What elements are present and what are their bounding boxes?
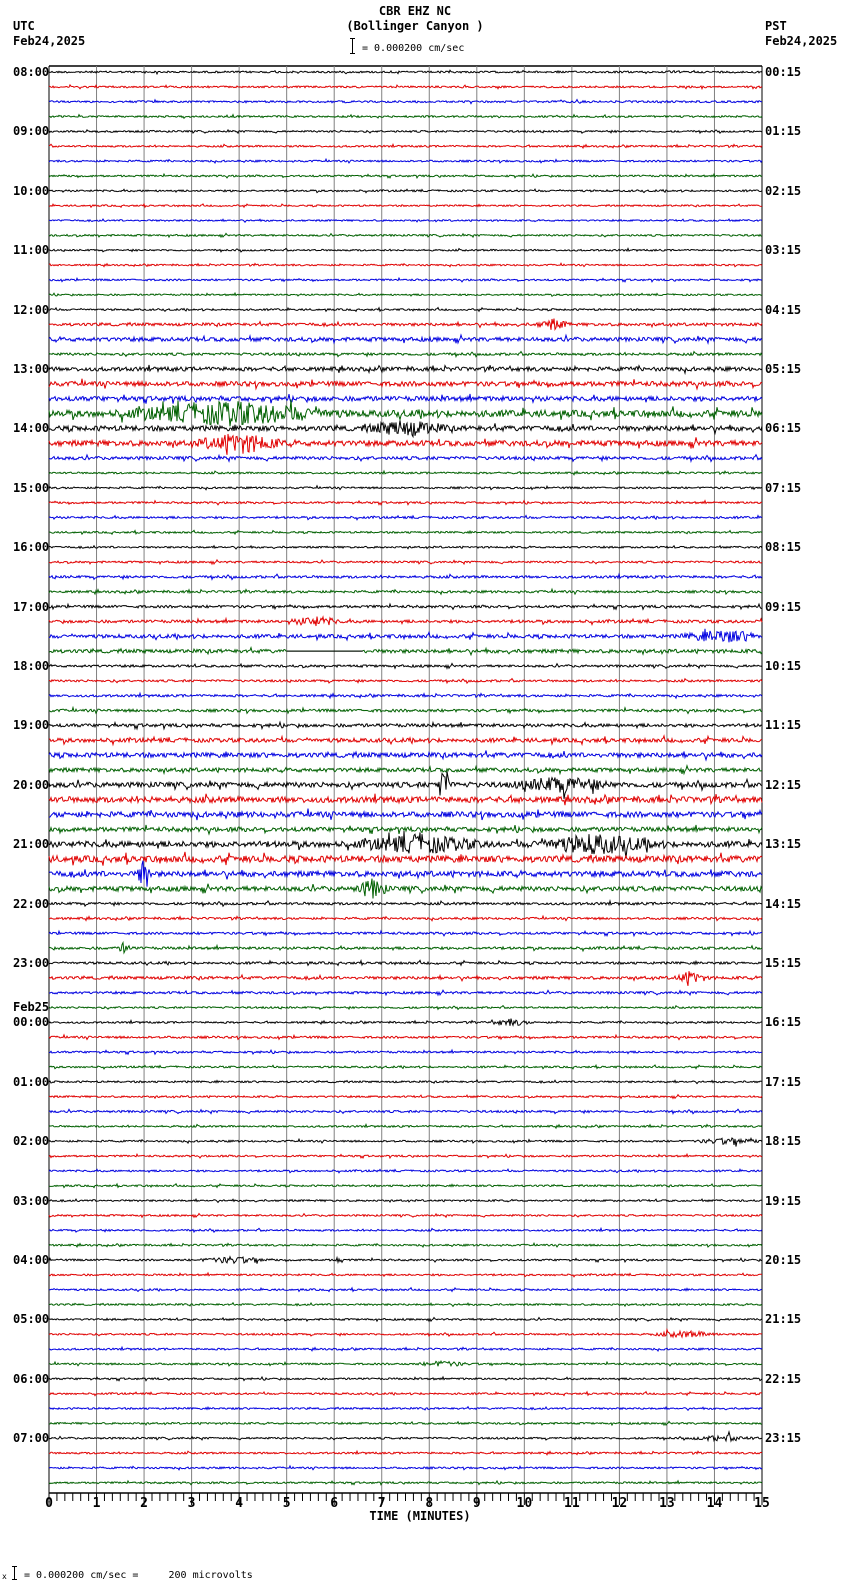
trace-row-77 (49, 1214, 762, 1218)
trace-row-53 (49, 852, 762, 866)
trace-row-65 (49, 1035, 762, 1040)
utc-hour-label: 20:00 (13, 777, 50, 792)
pst-hour-label: 21:15 (765, 1312, 802, 1327)
x-tick-label: 4 (235, 1496, 244, 1511)
trace-row-74 (49, 1169, 762, 1173)
trace-row-36 (49, 604, 762, 609)
trace-row-68 (49, 1080, 762, 1084)
utc-hour-label: 10:00 (13, 183, 50, 198)
trace-row-23 (49, 399, 762, 426)
trace-row-47 (49, 766, 762, 774)
trace-row-49 (49, 794, 762, 806)
trace-row-78 (49, 1228, 762, 1232)
pst-hour-label: 03:15 (765, 243, 802, 258)
trace-row-75 (49, 1184, 762, 1188)
pst-hour-label: 14:15 (765, 896, 802, 911)
trace-row-60 (49, 960, 762, 965)
trace-row-95 (49, 1481, 762, 1485)
trace-row-26 (49, 455, 762, 462)
trace-row-91 (49, 1421, 762, 1425)
trace-row-89 (49, 1392, 762, 1396)
scale-text: = 0.000200 cm/sec (362, 43, 465, 54)
trace-row-38 (49, 629, 762, 643)
trace-row-94 (49, 1466, 762, 1470)
x-tick-label: 14 (706, 1496, 723, 1511)
utc-hour-label: 07:00 (13, 1431, 50, 1446)
utc-hour-label: 09:00 (13, 124, 50, 139)
x-tick-label: 3 (187, 1496, 196, 1511)
trace-row-42 (49, 693, 762, 698)
trace-row-17 (49, 319, 762, 330)
x-axis-label: TIME (MINUTES) (369, 1509, 471, 1523)
x-tick-label: 1 (92, 1496, 101, 1511)
footer-scale-prefix: x (2, 1572, 7, 1581)
trace-row-6 (49, 159, 762, 163)
trace-row-61 (49, 971, 762, 986)
pst-hour-label: 09:15 (765, 599, 802, 614)
utc-hour-label: 15:00 (13, 480, 50, 495)
trace-row-5 (49, 144, 762, 148)
pst-hour-label: 23:15 (765, 1431, 802, 1446)
trace-row-7 (49, 174, 762, 178)
utc-hour-label: 21:00 (13, 837, 50, 852)
trace-row-39 (49, 648, 762, 655)
utc-hour-label: 03:00 (13, 1193, 50, 1208)
trace-row-41 (49, 679, 762, 684)
trace-row-87 (49, 1361, 762, 1366)
trace-row-11 (49, 233, 762, 237)
utc-hour-label: 16:00 (13, 540, 50, 555)
trace-row-45 (49, 736, 762, 745)
trace-row-28 (49, 486, 762, 490)
utc-hour-label: 02:00 (13, 1134, 50, 1149)
trace-row-73 (49, 1154, 762, 1158)
pst-hour-label: 07:15 (765, 480, 802, 495)
trace-row-92 (49, 1432, 762, 1441)
station-title: CBR EHZ NC (378, 4, 452, 18)
trace-row-48 (49, 772, 762, 799)
trace-row-35 (49, 589, 762, 594)
utc-hour-label: 17:00 (13, 599, 50, 614)
trace-row-63 (49, 1006, 762, 1010)
trace-row-59 (49, 943, 762, 953)
trace-row-10 (49, 219, 762, 222)
trace-row-79 (49, 1243, 762, 1247)
x-tick-label: 0 (45, 1496, 53, 1511)
trace-row-33 (49, 560, 762, 564)
trace-row-29 (49, 501, 762, 505)
x-tick-label: 5 (282, 1496, 291, 1511)
trace-row-80 (49, 1257, 762, 1264)
date-change-label: Feb25 (13, 1000, 50, 1015)
trace-row-50 (49, 809, 762, 821)
right-date: Feb24,2025 (765, 34, 838, 48)
utc-hour-label: 14:00 (13, 421, 50, 436)
trace-row-19 (49, 352, 762, 357)
left-date: Feb24,2025 (13, 34, 86, 48)
x-tick-label: 12 (611, 1496, 628, 1511)
x-tick-label: 10 (516, 1496, 533, 1511)
pst-hour-label: 00:15 (765, 65, 802, 79)
trace-row-58 (49, 931, 762, 936)
trace-row-62 (49, 990, 762, 995)
trace-row-81 (49, 1273, 762, 1277)
trace-row-44 (49, 722, 762, 729)
x-tick-label: 11 (564, 1496, 580, 1511)
trace-row-40 (49, 664, 762, 669)
trace-row-12 (49, 249, 762, 252)
x-tick-label: 15 (754, 1496, 770, 1511)
trace-row-8 (49, 189, 762, 193)
trace-row-15 (49, 293, 762, 296)
pst-hour-label: 01:15 (765, 124, 802, 139)
pst-hour-label: 08:15 (765, 540, 802, 555)
trace-row-71 (49, 1125, 762, 1129)
x-tick-label: 2 (140, 1496, 148, 1511)
trace-row-0 (49, 70, 762, 74)
station-location: (Bollinger Canyon ) (346, 19, 484, 33)
utc-hour-label: 00:00 (13, 1015, 50, 1030)
trace-row-83 (49, 1303, 762, 1307)
pst-hour-label: 13:15 (765, 837, 802, 852)
trace-row-27 (49, 471, 762, 475)
pst-hour-label: 18:15 (765, 1134, 802, 1149)
trace-row-32 (49, 546, 762, 549)
pst-hour-label: 19:15 (765, 1193, 802, 1208)
pst-hour-label: 11:15 (765, 718, 802, 733)
x-tick-label: 9 (472, 1496, 481, 1511)
pst-hour-label: 02:15 (765, 183, 802, 198)
trace-row-13 (49, 263, 762, 266)
trace-row-1 (49, 85, 762, 89)
trace-row-3 (49, 115, 762, 119)
trace-row-56 (49, 901, 762, 906)
trace-row-51 (49, 825, 762, 834)
trace-row-84 (49, 1318, 762, 1322)
pst-hour-label: 16:15 (765, 1015, 802, 1030)
trace-row-21 (49, 379, 762, 389)
trace-row-76 (49, 1199, 762, 1202)
trace-row-16 (49, 308, 762, 312)
footer-scale-text: = 0.000200 cm/sec = 200 microvolts (24, 1570, 253, 1581)
trace-row-24 (49, 420, 762, 436)
x-tick-label: 7 (377, 1496, 386, 1511)
pst-hour-label: 17:15 (765, 1074, 802, 1089)
trace-row-57 (49, 916, 762, 921)
footer-scale-bar-icon (14, 1566, 20, 1580)
trace-row-85 (49, 1330, 762, 1338)
trace-row-67 (49, 1065, 762, 1069)
utc-hour-label: 12:00 (13, 302, 50, 317)
trace-row-93 (49, 1451, 762, 1455)
utc-hour-label: 11:00 (13, 243, 50, 258)
trace-row-34 (49, 574, 762, 579)
trace-row-18 (49, 335, 762, 343)
pst-hour-label: 10:15 (765, 659, 802, 673)
utc-hour-label: 19:00 (13, 718, 50, 733)
trace-row-2 (49, 100, 762, 104)
x-tick-label: 13 (659, 1496, 675, 1511)
left-timezone: UTC (13, 19, 35, 33)
pst-hour-label: 15:15 (765, 956, 802, 970)
trace-row-55 (49, 879, 762, 899)
trace-row-22 (49, 394, 762, 404)
trace-row-82 (49, 1288, 762, 1292)
trace-row-4 (49, 130, 762, 133)
utc-hour-label: 13:00 (13, 362, 50, 376)
pst-hour-label: 06:15 (765, 421, 802, 436)
trace-row-64 (49, 1019, 762, 1026)
utc-hour-label: 01:00 (13, 1074, 50, 1089)
pst-hour-label: 12:15 (765, 777, 802, 792)
trace-row-37 (49, 617, 762, 626)
utc-hour-label: 08:00 (13, 65, 50, 79)
trace-row-69 (49, 1095, 762, 1099)
trace-row-72 (49, 1138, 762, 1147)
right-timezone: PST (765, 19, 787, 33)
trace-row-25 (49, 434, 762, 455)
trace-row-54 (49, 861, 762, 887)
trace-row-46 (49, 751, 762, 760)
pst-hour-label: 04:15 (765, 302, 802, 317)
trace-row-30 (49, 516, 762, 520)
pst-hour-label: 20:15 (765, 1253, 802, 1267)
utc-hour-label: 22:00 (13, 896, 50, 911)
trace-row-52 (49, 831, 762, 858)
trace-row-20 (49, 365, 762, 373)
utc-hour-label: 23:00 (13, 956, 50, 970)
trace-row-31 (49, 530, 762, 534)
trace-row-88 (49, 1377, 762, 1381)
trace-row-66 (49, 1050, 762, 1054)
trace-row-90 (49, 1407, 762, 1411)
utc-hour-label: 06:00 (13, 1371, 50, 1386)
trace-row-43 (49, 708, 762, 714)
pst-hour-label: 05:15 (765, 362, 802, 376)
utc-hour-label: 04:00 (13, 1253, 50, 1267)
utc-hour-label: 05:00 (13, 1312, 50, 1327)
x-tick-label: 8 (425, 1496, 434, 1511)
trace-row-70 (49, 1109, 762, 1114)
x-tick-label: 6 (330, 1496, 339, 1511)
trace-row-86 (49, 1347, 762, 1351)
trace-row-14 (49, 278, 762, 282)
utc-hour-label: 18:00 (13, 659, 50, 673)
pst-hour-label: 22:15 (765, 1371, 802, 1386)
trace-row-9 (49, 204, 762, 207)
